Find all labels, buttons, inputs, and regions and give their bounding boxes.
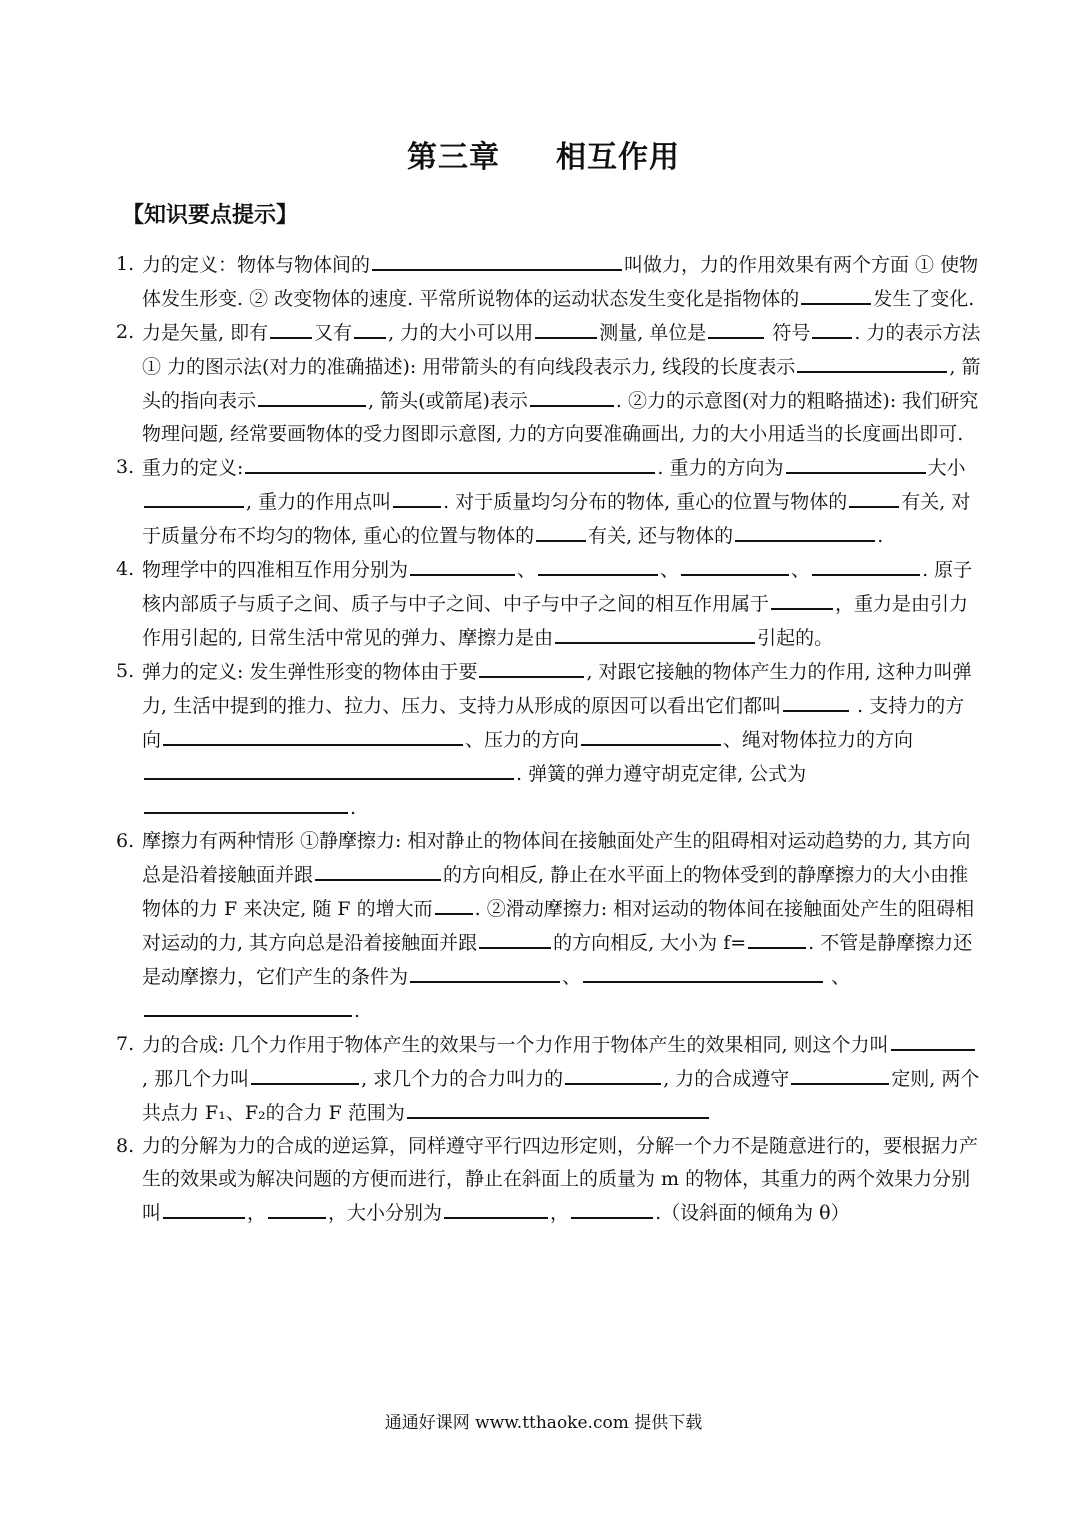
item-text: 重力的定义:: [142, 457, 244, 479]
item-text: 测量, 单位是: [599, 322, 707, 344]
item-text: 力的合成: 几个力作用于物体产生的效果与一个力作用于物体产生的效果相同, 则这个力叫: [142, 1034, 889, 1056]
item-text: , 求几个力的合力叫力的: [361, 1068, 564, 1090]
item-text: . ②滑动摩擦力: 相对运动的物体间在接触面处产生的阻碍相对运动的力, 其方向总是沿着接触面并跟: [142, 898, 975, 954]
fill-in-blank: [270, 316, 312, 339]
item-number: 4.: [116, 558, 135, 580]
fill-in-blank: [163, 1196, 245, 1219]
item-text: . 不管是静摩擦力还是动摩擦力，它们产生的条件为: [142, 932, 973, 988]
item-text: , 重力的作用点叫: [246, 491, 392, 513]
fill-in-blank: [410, 960, 560, 983]
fill-in-blank: [735, 519, 875, 542]
fill-in-blank: [144, 994, 352, 1017]
item-text: . 支持力的方向: [142, 695, 965, 751]
fill-in-blank: [748, 926, 806, 949]
item-number: 3.: [116, 456, 135, 478]
chapter-number: 第三章: [407, 140, 500, 175]
knowledge-point-item: [112, 1028, 982, 1130]
item-number: 2.: [116, 321, 135, 343]
item-text: 又有: [314, 322, 353, 344]
fill-in-blank: [530, 384, 614, 407]
item-text: 符号: [766, 322, 811, 344]
fill-in-blank: [783, 689, 849, 712]
item-text: 、: [791, 559, 811, 581]
fill-in-blank: [144, 791, 348, 814]
knowledge-points-list: [112, 248, 982, 1230]
item-text: 摩擦力有两种情形 ①静摩擦力: 相对静止的物体间在接触面处产生的阻碍相对运动趋势的力, 其方向总是沿着接触面并跟: [142, 830, 971, 886]
fill-in-blank: [583, 960, 823, 983]
item-text: . 重力的方向为: [657, 457, 784, 479]
fill-in-blank: [407, 1096, 709, 1119]
item-text: 力的定义：物体与物体间的: [142, 254, 371, 276]
item-text: . 原子核内部质子与质子之间、质子与中子之间、中子与中子之间的相互作用属于: [142, 559, 973, 615]
fill-in-blank: [268, 1196, 326, 1219]
item-text: 的方向相反, 静止在水平面上的物体受到的静摩擦力的大小由推物体的力 F 来决定, 随 F 的增大而: [142, 864, 969, 920]
item-text: .: [877, 525, 884, 547]
fill-in-blank: [801, 282, 871, 305]
knowledge-point-item: [112, 316, 982, 451]
item-text: . 力的表示方法 ① 力的图示法(对力的准确描述): 用带箭头的有向线段表示力, 线段的长度表示: [142, 322, 981, 378]
fill-in-blank: [251, 1062, 359, 1085]
fill-in-blank: [812, 553, 920, 576]
fill-in-blank: [444, 1196, 548, 1219]
knowledge-point-item: [112, 655, 982, 825]
item-text: 大小: [927, 457, 966, 479]
item-text: 、: [517, 559, 537, 581]
fill-in-blank: [536, 519, 586, 542]
item-text: , 箭头(或箭尾)表示: [368, 390, 528, 412]
item-text: 力的分解为力的合成的逆运算，同样遵守平行四边形定则，分解一个力不是随意进行的，要根据力产生的效果或为解决问题的方便而进行，静止在斜面上的质量为 m 的物体，其重力的两个效果力分别叫: [142, 1135, 979, 1224]
fill-in-blank: [410, 553, 515, 576]
item-text: .（设斜面的倾角为 θ）: [655, 1202, 850, 1224]
fill-in-blank: [354, 316, 386, 339]
fill-in-blank: [791, 1062, 889, 1085]
fill-in-blank: [681, 553, 789, 576]
fill-in-blank: [581, 723, 721, 746]
item-number: 7.: [116, 1033, 135, 1055]
item-text: 有关, 还与物体的: [588, 525, 734, 547]
chapter-name: 相互作用: [556, 140, 680, 175]
fill-in-blank: [435, 892, 473, 915]
knowledge-point-item: [112, 1130, 982, 1230]
fill-in-blank: [849, 485, 899, 508]
chapter-title: [0, 132, 1087, 176]
fill-in-blank: [555, 621, 755, 644]
fill-in-blank: [797, 350, 947, 373]
item-text: .: [350, 797, 357, 819]
item-text: ，大小分别为: [328, 1202, 443, 1224]
item-text: . 弹簧的弹力遵守胡克定律, 公式为: [516, 763, 807, 785]
item-text: 引起的。: [757, 627, 834, 649]
item-text: ，重力是由引力作用引起的, 日常生活中常见的弹力、摩擦力是由: [142, 593, 969, 649]
item-text: 、: [825, 966, 851, 988]
fill-in-blank: [144, 485, 244, 508]
fill-in-blank: [571, 1196, 653, 1219]
fill-in-blank: [565, 1062, 661, 1085]
item-text: 定则, 两个共点力 F₁、F₂的合力 F 范围为: [142, 1068, 980, 1124]
item-text: 、绳对物体拉力的方向: [723, 729, 914, 751]
item-text: 、压力的方向: [465, 729, 580, 751]
item-text: 的方向相反, 大小为 f=: [553, 932, 747, 954]
fill-in-blank: [771, 587, 833, 610]
footer-download-notice: 通通好课网 www.tthaoke.com 提供下载: [384, 1413, 703, 1433]
item-number: 6.: [116, 830, 135, 852]
fill-in-blank: [479, 655, 584, 678]
knowledge-point-item: [112, 553, 982, 655]
item-number: 5.: [116, 660, 135, 682]
item-text: . ②力的示意图(对力的粗略描述): 我们研究物理问题, 经常要画物体的受力图即示意图, 力的方向要准确画出, 力的大小用适当的长度画出即可.: [142, 390, 979, 445]
item-text: .: [354, 1000, 361, 1022]
item-text: 有关, 对于质量分布不均匀的物体, 重心的位置与物体的: [142, 491, 971, 547]
fill-in-blank: [812, 316, 852, 339]
item-text: 叫做力，力的作用效果有两个方面 ① 使物体发生形变. ② 改变物体的速度. 平常所说物体的运动状态发生变化是指物体的: [142, 254, 979, 310]
item-text: ，: [550, 1202, 570, 1224]
fill-in-blank: [372, 248, 622, 271]
fill-in-blank: [535, 316, 597, 339]
fill-in-blank: [786, 451, 926, 474]
fill-in-blank: [245, 451, 655, 474]
fill-in-blank: [708, 316, 764, 339]
item-number: 1.: [116, 253, 135, 275]
knowledge-point-item: [112, 451, 982, 553]
item-text: 物理学中的四准相互作用分别为: [142, 559, 409, 581]
item-number: 8.: [116, 1135, 135, 1157]
item-text: , 那几个力叫: [142, 1068, 250, 1090]
item-text: , 箭头的指向表示: [142, 356, 981, 412]
fill-in-blank: [393, 485, 441, 508]
fill-in-blank: [258, 384, 366, 407]
knowledge-point-item: [112, 248, 982, 316]
fill-in-blank: [315, 858, 441, 881]
fill-in-blank: [891, 1028, 975, 1051]
fill-in-blank: [144, 757, 514, 780]
item-text: 、: [562, 966, 582, 988]
item-text: , 力的大小可以用: [388, 322, 534, 344]
section-heading: 【知识要点提示】: [122, 203, 299, 228]
item-text: 弹力的定义: 发生弹性形变的物体由于要: [142, 661, 478, 683]
knowledge-point-item: [112, 825, 982, 1028]
item-text: 、: [660, 559, 680, 581]
item-text: , 对跟它接触的物体产生力的作用, 这种力叫弹力, 生活中提到的推力、拉力、压力、支持力从形成的原因可以看出它们都叫: [142, 661, 972, 717]
item-text: ，: [247, 1202, 267, 1224]
fill-in-blank: [538, 553, 658, 576]
item-text: , 力的合成遵守: [663, 1068, 790, 1090]
item-text: . 对于质量均匀分布的物体, 重心的位置与物体的: [443, 491, 848, 513]
fill-in-blank: [163, 723, 463, 746]
fill-in-blank: [479, 926, 551, 949]
item-text: 力是矢量, 即有: [142, 322, 269, 344]
item-text: 发生了变化.: [873, 288, 975, 310]
